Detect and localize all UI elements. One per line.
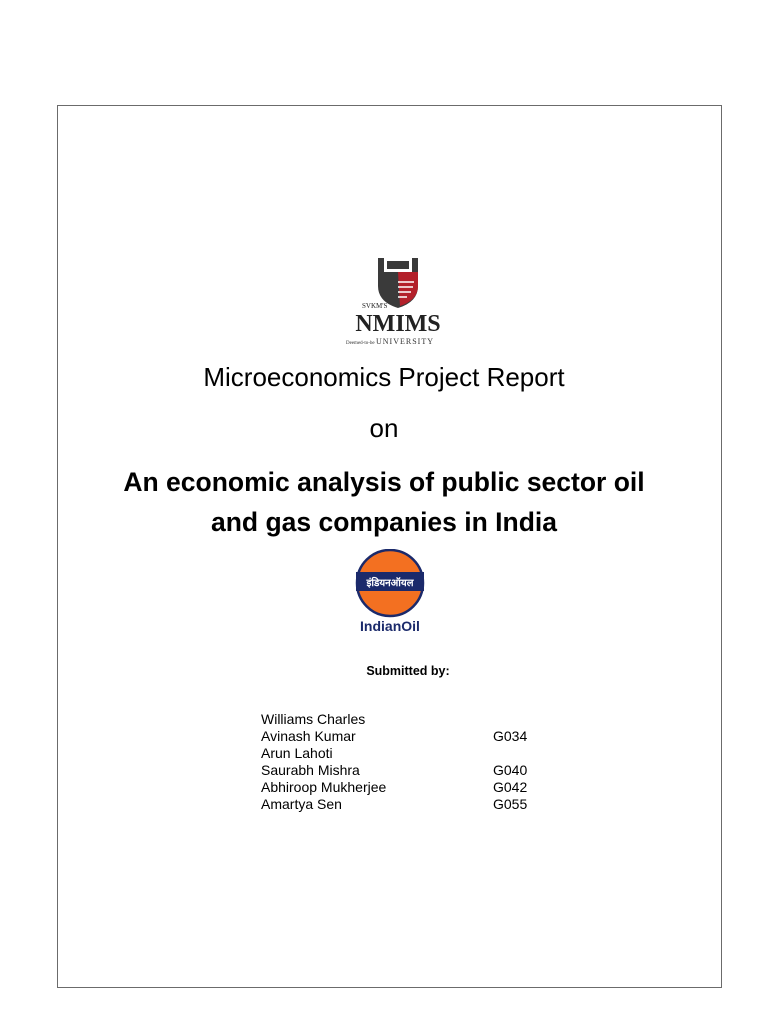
indianoil-hindi-text: इंडियनऑयल — [366, 578, 414, 589]
member-row — [261, 779, 551, 796]
member-list — [261, 711, 551, 813]
member-id: G042 — [493, 779, 528, 795]
member-name: Williams Charles — [261, 711, 366, 727]
member-name: Avinash Kumar — [261, 728, 356, 744]
report-title: Microeconomics Project Report — [203, 362, 565, 392]
member-name: Saurabh Mishra — [261, 762, 360, 778]
page-border — [57, 105, 722, 988]
nmims-tagline-big: UNIVERSITY — [376, 337, 434, 346]
nmims-svkm-text: SVKM'S — [362, 302, 388, 310]
member-row — [261, 762, 551, 779]
member-id: G040 — [493, 762, 528, 778]
member-row — [261, 728, 551, 745]
nmims-name-text: NMIMS — [355, 311, 441, 337]
member-row — [261, 796, 551, 813]
member-name: Arun Lahoti — [261, 745, 333, 761]
indianoil-emblem-icon — [352, 549, 432, 637]
member-name: Amartya Sen — [261, 796, 342, 812]
nmims-emblem-icon — [344, 252, 452, 350]
member-id: G055 — [493, 796, 528, 812]
indianoil-name-text: IndianOil — [360, 618, 420, 634]
submitted-by-label: Submitted by: — [366, 664, 450, 678]
member-row — [261, 711, 551, 728]
main-title-line-1: An economic analysis of public sector oil — [123, 467, 645, 497]
nmims-logo — [344, 252, 452, 350]
on-text: on — [369, 413, 399, 443]
main-title-line-2: and gas companies in India — [210, 507, 558, 537]
indianoil-logo — [352, 549, 432, 637]
main-title — [0, 462, 768, 542]
member-name: Abhiroop Mukherjee — [261, 779, 387, 795]
member-row — [261, 745, 551, 762]
nmims-tagline-small: Deemed-to-be — [346, 341, 375, 346]
member-id: G034 — [493, 728, 528, 744]
